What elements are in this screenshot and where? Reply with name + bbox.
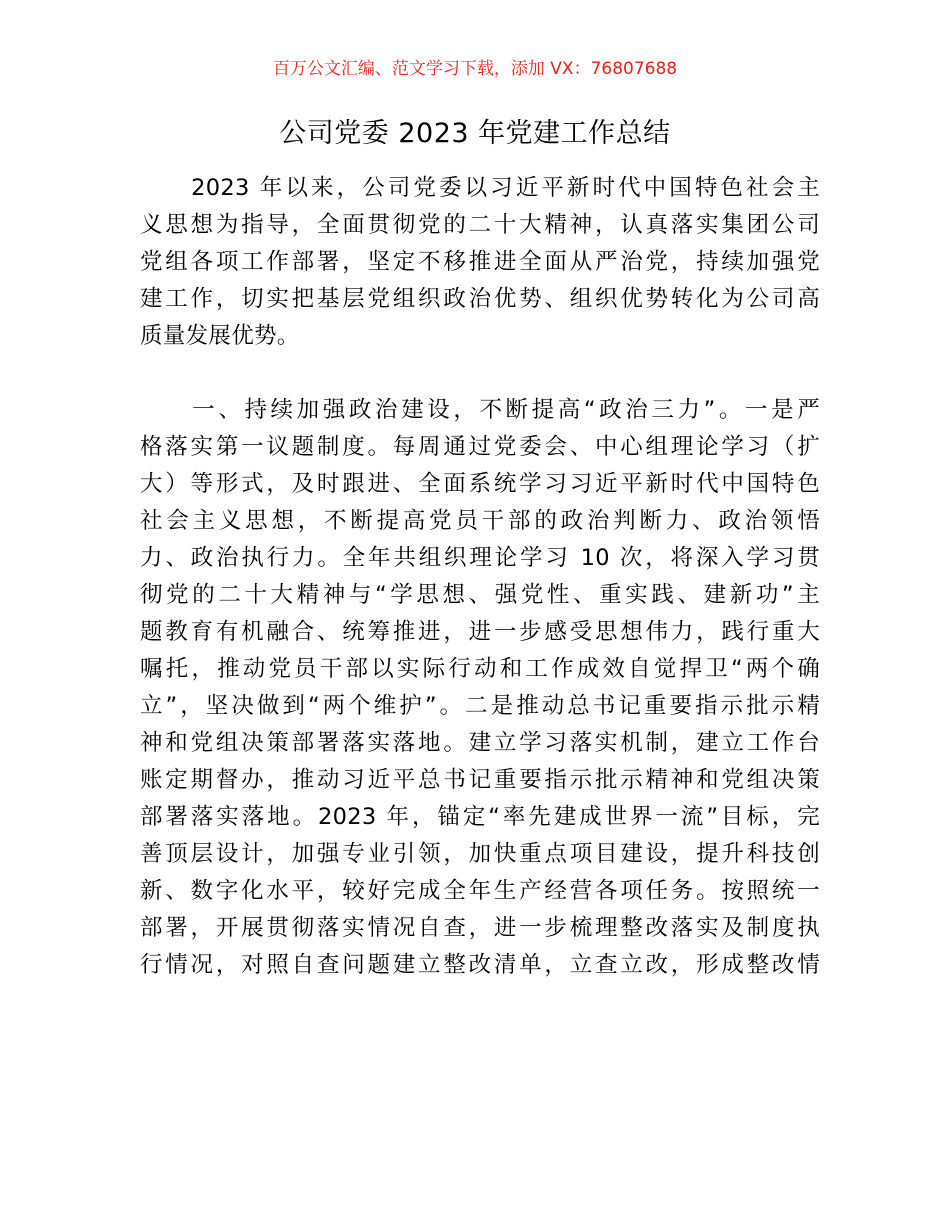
paragraph-line: 义思想为指导，全面贯彻党的二十大精神，认真落实集团公司 <box>140 212 820 238</box>
paragraph-line: 一、持续加强政治建设，不断提高“政治三力”。一是严 <box>140 397 820 423</box>
paragraph-line: 新、数字化水平，较好完成全年生产经营各项任务。按照统一 <box>140 878 820 904</box>
paragraph-line: 彻党的二十大精神与“学思想、强党性、重实践、建新功”主 <box>140 582 820 608</box>
paragraph-line: 账定期督办，推动习近平总书记重要指示批示精神和党组决策 <box>140 767 820 793</box>
paragraph-line: 社会主义思想，不断提高党员干部的政治判断力、政治领悟 <box>140 508 820 534</box>
header-note: 百万公文汇编、范文学习下载，添加 VX：76807688 <box>272 59 678 79</box>
paragraph-line: 善顶层设计，加强专业引领，加快重点项目建设，提升科技创 <box>140 841 820 867</box>
paragraph-line: 行情况，对照自查问题建立整改清单，立查立改，形成整改情 <box>140 952 820 978</box>
paragraph-line: 质量发展优势。 <box>140 323 300 349</box>
paragraph-line: 格落实第一议题制度。每周通过党委会、中心组理论学习（扩 <box>140 434 820 460</box>
paragraph-section-one <box>140 392 820 984</box>
paragraph-line: 题教育有机融合、统筹推进，进一步感受思想伟力，践行重大 <box>140 619 820 645</box>
paragraph-line: 立”，坚决做到“两个维护”。二是推动总书记重要指示批示精 <box>140 693 820 719</box>
paragraph-line: 嘱托，推动党员干部以实际行动和工作成效自觉捍卫“两个确 <box>140 656 820 682</box>
paragraph-line: 部署，开展贯彻落实情况自查，进一步梳理整改落实及制度执 <box>140 915 820 941</box>
paragraph-line: 力、政治执行力。全年共组织理论学习 10 次，将深入学习贯 <box>140 545 820 571</box>
paragraph-line: 党组各项工作部署，坚定不移推进全面从严治党，持续加强党 <box>140 249 820 275</box>
document-title: 公司党委 2023 年党建工作总结 <box>279 118 671 149</box>
paragraph-line: 2023 年以来，公司党委以习近平新时代中国特色社会主 <box>140 175 820 201</box>
paragraph-line: 大）等形式，及时跟进、全面系统学习习近平新时代中国特色 <box>140 471 820 497</box>
paragraph-line: 部署落实落地。2023 年，锚定“率先建成世界一流”目标，完 <box>140 804 820 830</box>
paragraph-line: 建工作，切实把基层党组织政治优势、组织优势转化为公司高 <box>140 286 820 312</box>
paragraph-intro <box>140 170 820 355</box>
paragraph-line: 神和党组决策部署落实落地。建立学习落实机制，建立工作台 <box>140 730 820 756</box>
